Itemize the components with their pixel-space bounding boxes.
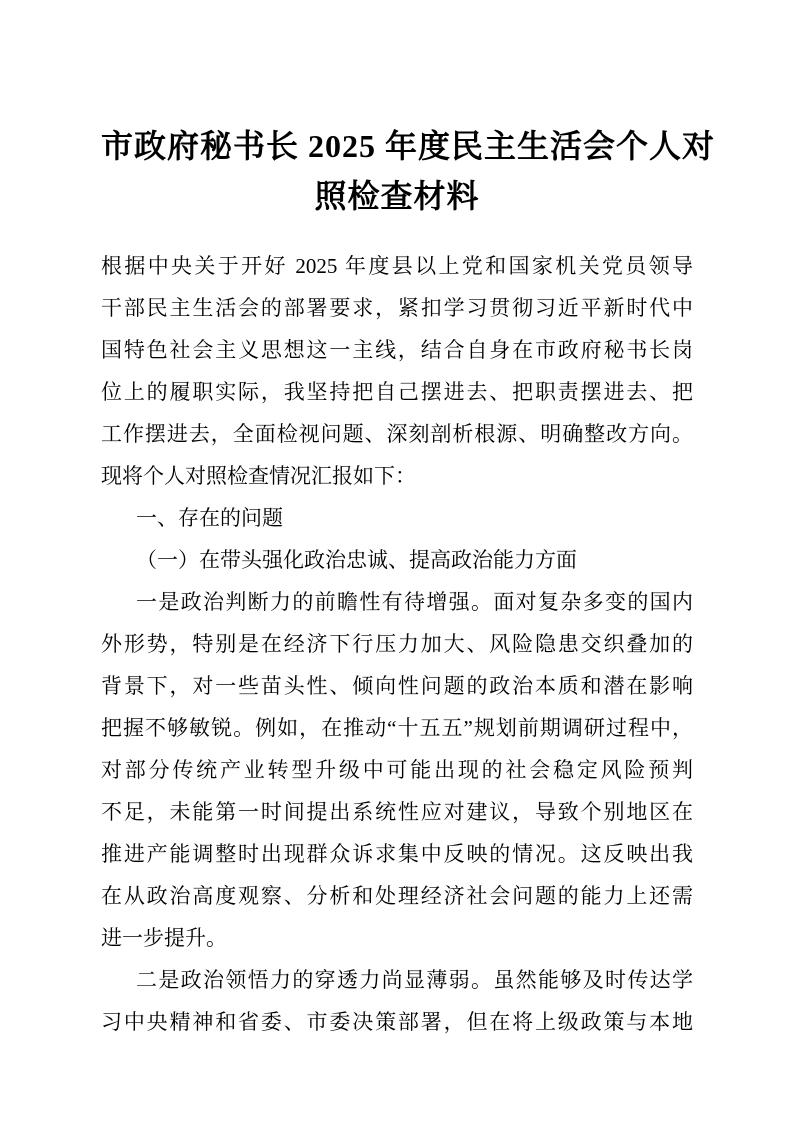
- document-title-line-2: 照检查材料: [314, 178, 480, 214]
- text-line: 国特色社会主义思想这一主线，结合自身在市政府秘书长岗: [101, 338, 693, 362]
- text-line: 工作摆进去，全面检视问题、深刻剖析根源、明确整改方向。: [101, 422, 693, 446]
- document-title: [101, 121, 716, 221]
- text-line: 把握不够敏锐。例如，在推动“十五五”规划前期调研过程中，: [101, 716, 693, 740]
- text-line: 对部分传统产业转型升级中可能出现的社会稳定风险预判: [101, 758, 693, 782]
- text-line: 不足，未能第一时间提出系统性应对建议，导致个别地区在: [101, 800, 693, 824]
- text-line: 干部民主生活会的部署要求，紧扣学习贯彻习近平新时代中: [101, 296, 693, 320]
- text-line: 一、存在的问题: [136, 506, 283, 530]
- document-title-line-1: 市政府秘书长 2025 年度民主生活会个人对: [101, 128, 716, 164]
- text-line: （一）在带头强化政治忠诚、提高政治能力方面: [136, 548, 577, 572]
- text-line: 二是政治领悟力的穿透力尚显薄弱。虽然能够及时传达学: [136, 968, 693, 992]
- text-line: 位上的履职实际，我坚持把自己摆进去、把职责摆进去、把: [101, 380, 693, 404]
- text-line: 一是政治判断力的前瞻性有待增强。面对复杂多变的国内: [136, 590, 693, 614]
- text-line: 推进产能调整时出现群众诉求集中反映的情况。这反映出我: [101, 842, 693, 866]
- text-line: 在从政治高度观察、分析和处理经济社会问题的能力上还需: [101, 884, 693, 908]
- text-line: 习中央精神和省委、市委决策部署，但在将上级政策与本地: [101, 1010, 693, 1034]
- text-line: 背景下，对一些苗头性、倾向性问题的政治本质和潜在影响: [101, 674, 693, 698]
- text-line: 根据中央关于开好 2025 年度县以上党和国家机关党员领导: [101, 254, 693, 278]
- document-body: [101, 245, 693, 1043]
- text-line: 进一步提升。: [101, 926, 227, 950]
- text-line: 现将个人对照检查情况汇报如下：: [101, 464, 416, 488]
- text-line: 外形势，特别是在经济下行压力加大、风险隐患交织叠加的: [101, 632, 693, 656]
